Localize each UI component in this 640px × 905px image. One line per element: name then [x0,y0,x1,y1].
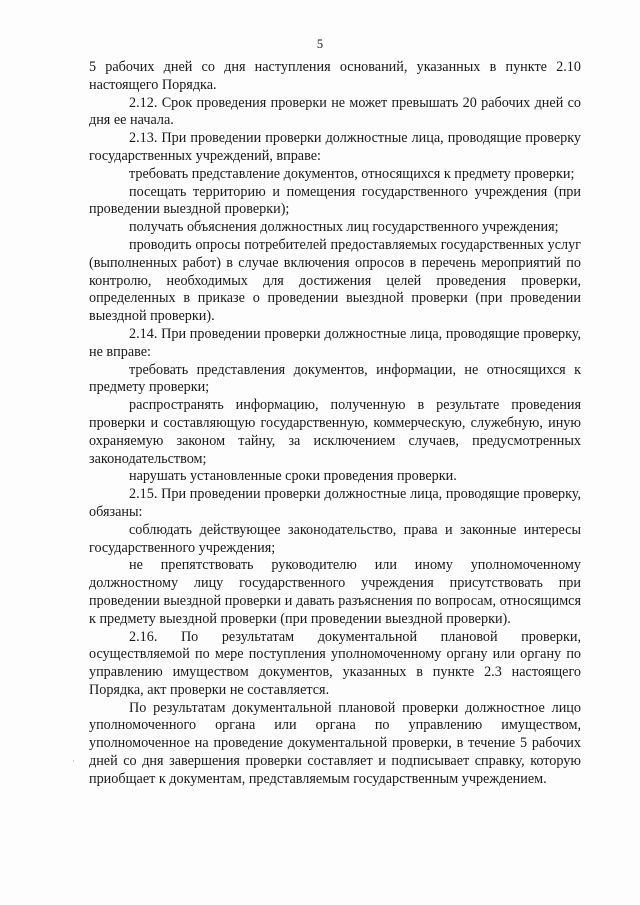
paragraph-p11: нарушать установленные сроки проведения проверки. [129,468,457,485]
paragraph-p07: проводить опросы потребителей предоставляемых государственных услуг (выполненных работ) в случае включения опросов в перечень мероприятий по контролю, необходимых для достижения целей проведения проверки, определенных в приказе о проведении выездной проверки (при проведении выездной проверки). [89,236,581,325]
paragraph-p04: требовать представление документов, относящихся к предмету проверки; [129,165,575,182]
paragraph-p06: получать объяснения должностных лиц государственного учреждения; [129,219,559,236]
paragraph-p03: 2.13. При проведении проверки должностные лица, проводящие проверку государственных учреждений, вправе: [89,130,581,164]
paragraph-p12: 2.15. При проведении проверки должностные лица, проводящие проверку, обязаны: [89,486,581,520]
paragraph-p05: посещать территорию и помещения государственного учреждения (при проведении выездной проверки); [89,183,581,218]
paragraph-p13: соблюдать действующее законодательство, права и законные интересы государственного учреждения; [89,521,581,556]
page-number: 5 [316,37,324,51]
paragraph-p15: 2.16. По результатам документальной плановой проверки, осуществляемой по мере поступления уполномоченному органу или органу по управлению имуществом документов, указанных в пункте 2.3 настоящего Порядка, акт проверки не составляется. [89,628,581,698]
document-body [89,59,581,789]
paragraph-p10: распространять информацию, полученную в результате проведения проверки и составляющую государственную, коммерческую, служебную, иную охраняемую законом тайну, за исключением случаев, предусмотренных законодательством; [89,397,581,467]
paragraph-p16: По результатам документальной плановой проверки должностное лицо уполномоченного органа или органа по управлению имуществом, уполномоченное на проведение документальной проверки, в течение 5 рабочих дней со дня завершения проверки составляет и подписывает справку, которую приобщает к документам, представляемым государственным учреждением. [89,699,581,787]
paragraph-p01: 5 рабочих дней со дня наступления оснований, указанных в пункте 2.10 настоящего Порядка. [89,59,581,93]
paragraph-p08: 2.14. При проведении проверки должностные лица, проводящие проверку, не вправе: [89,325,581,360]
paragraph-p09: требовать представления документов, информации, не относящихся к предмету проверки; [89,361,581,396]
scan-mark: · [72,756,75,766]
paragraph-p14: не препятствовать руководителю или иному уполномоченному должностному лицу государственного учреждения присутствовать при проведении выездной проверки и давать разъяснения по вопросам, относящимся к предмету выездной проверки (при проведении выездной проверки). [89,557,581,627]
paragraph-p02: 2.12. Срок проведения проверки не может превышать 20 рабочих дней со дня ее начала. [89,94,581,129]
